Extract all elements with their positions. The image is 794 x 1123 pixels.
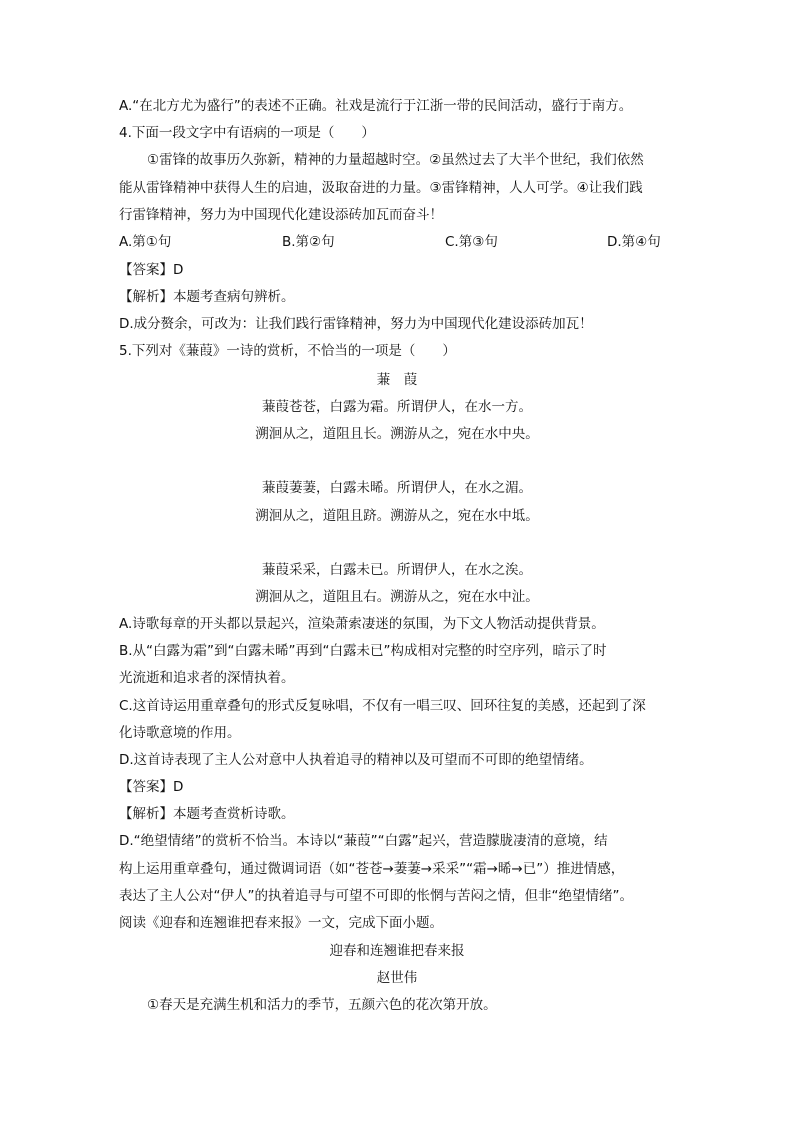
q4-answer: 【答案】D xyxy=(119,262,184,278)
q4-explanation: D.成分赘余，可改为：让我们践行雷锋精神，努力为中国现代化建设添砖加瓦！ xyxy=(119,316,593,332)
article-title: 迎春和连翘谁把春来报 xyxy=(329,943,465,959)
poem-line-4: 溯洄从之，道阻且跻。溯游从之，宛在水中坻。 xyxy=(255,508,539,524)
q5-analysis: 【解析】本题考查赏析诗歌。 xyxy=(119,806,295,822)
q5-option-a: A.诗歌每章的开头都以景起兴，渲染萧索凄迷的氛围，为下文人物活动提供背景。 xyxy=(119,616,605,632)
q4-passage-line-3: 行雷锋精神，努力为中国现代化建设添砖加瓦而奋斗！ xyxy=(119,207,443,223)
poem-line-2: 溯洄从之，道阻且长。溯游从之，宛在水中央。 xyxy=(255,426,539,442)
q5-option-b-line-1: B.从“白露为霜”到“白露未晞”再到“白露未已”构成相对完整的时空序列，暗示了时 xyxy=(119,643,607,659)
q5-option-c-line-2: 化诗歌意境的作用。 xyxy=(119,725,241,741)
q4-passage-line-1: ①雷锋的故事历久弥新，精神的力量超越时空。②虽然过去了大半个世纪，我们依然 xyxy=(147,152,644,168)
q5-answer: 【答案】D xyxy=(119,779,184,795)
poem-title: 蒹 葭 xyxy=(376,372,418,388)
q4-option-d: D.第④句 xyxy=(607,234,661,250)
q4-passage-line-2: 能从雷锋精神中获得人生的启迪，汲取奋进的力量。③雷锋精神，人人可学。④让我们践 xyxy=(119,180,643,196)
q5-option-c-line-1: C.这首诗运用重章叠句的形式反复咏唱，不仅有一唱三叹、回环往复的美感，还起到了深 xyxy=(119,698,646,714)
poem-line-3: 蒹葭萋萋，白露未晞。所谓伊人，在水之湄。 xyxy=(262,480,532,496)
q5-explanation-line-3: 表达了主人公对“伊人”的执着追寻与可望不可即的怅惘与苦闷之情，但非“绝望情绪”。 xyxy=(119,888,633,904)
q4-stem: 4.下面一段文字中有语病的一项是（ ） xyxy=(119,125,375,141)
article-paragraph-1: ①春天是充满生机和活力的季节，五颜六色的花次第开放。 xyxy=(147,997,497,1013)
q4-option-a: A.第①句 xyxy=(119,234,172,250)
poem-line-6: 溯洄从之，道阻且右。溯游从之，宛在水中沚。 xyxy=(255,589,539,605)
q5-explanation-line-2: 构上运用重章叠句，通过微调词语（如“苍苍→萋萋→采采”“霜→晞→已”）推进情感， xyxy=(119,861,625,877)
q5-option-d: D.这首诗表现了主人公对意中人执着追寻的精神以及可望而不可即的绝望情绪。 xyxy=(119,752,593,768)
q5-option-b-line-2: 光流逝和追求者的深情执着。 xyxy=(119,670,295,686)
poem-line-5: 蒹葭采采，白露未已。所谓伊人，在水之涘。 xyxy=(262,562,532,578)
q4-option-c: C.第③句 xyxy=(445,234,498,250)
q3-analysis-a: A.“在北方尤为盛行”的表述不正确。社戏是流行于江浙一带的民间活动，盛行于南方。 xyxy=(119,98,633,114)
article-author: 赵世伟 xyxy=(376,970,418,986)
reading-instruction: 阅读《迎春和连翘谁把春来报》一文，完成下面小题。 xyxy=(119,915,443,931)
poem-line-1: 蒹葭苍苍，白露为霜。所谓伊人，在水一方。 xyxy=(262,399,532,415)
q5-stem: 5.下列对《蒹葭》一诗的赏析，不恰当的一项是（ ） xyxy=(119,343,456,359)
q4-analysis: 【解析】本题考查病句辨析。 xyxy=(119,289,295,305)
q5-explanation-line-1: D.“绝望情绪”的赏析不恰当。本诗以“蒹葭”“白露”起兴，营造朦胧凄清的意境，结 xyxy=(119,833,608,849)
q4-option-b: B.第②句 xyxy=(282,234,335,250)
